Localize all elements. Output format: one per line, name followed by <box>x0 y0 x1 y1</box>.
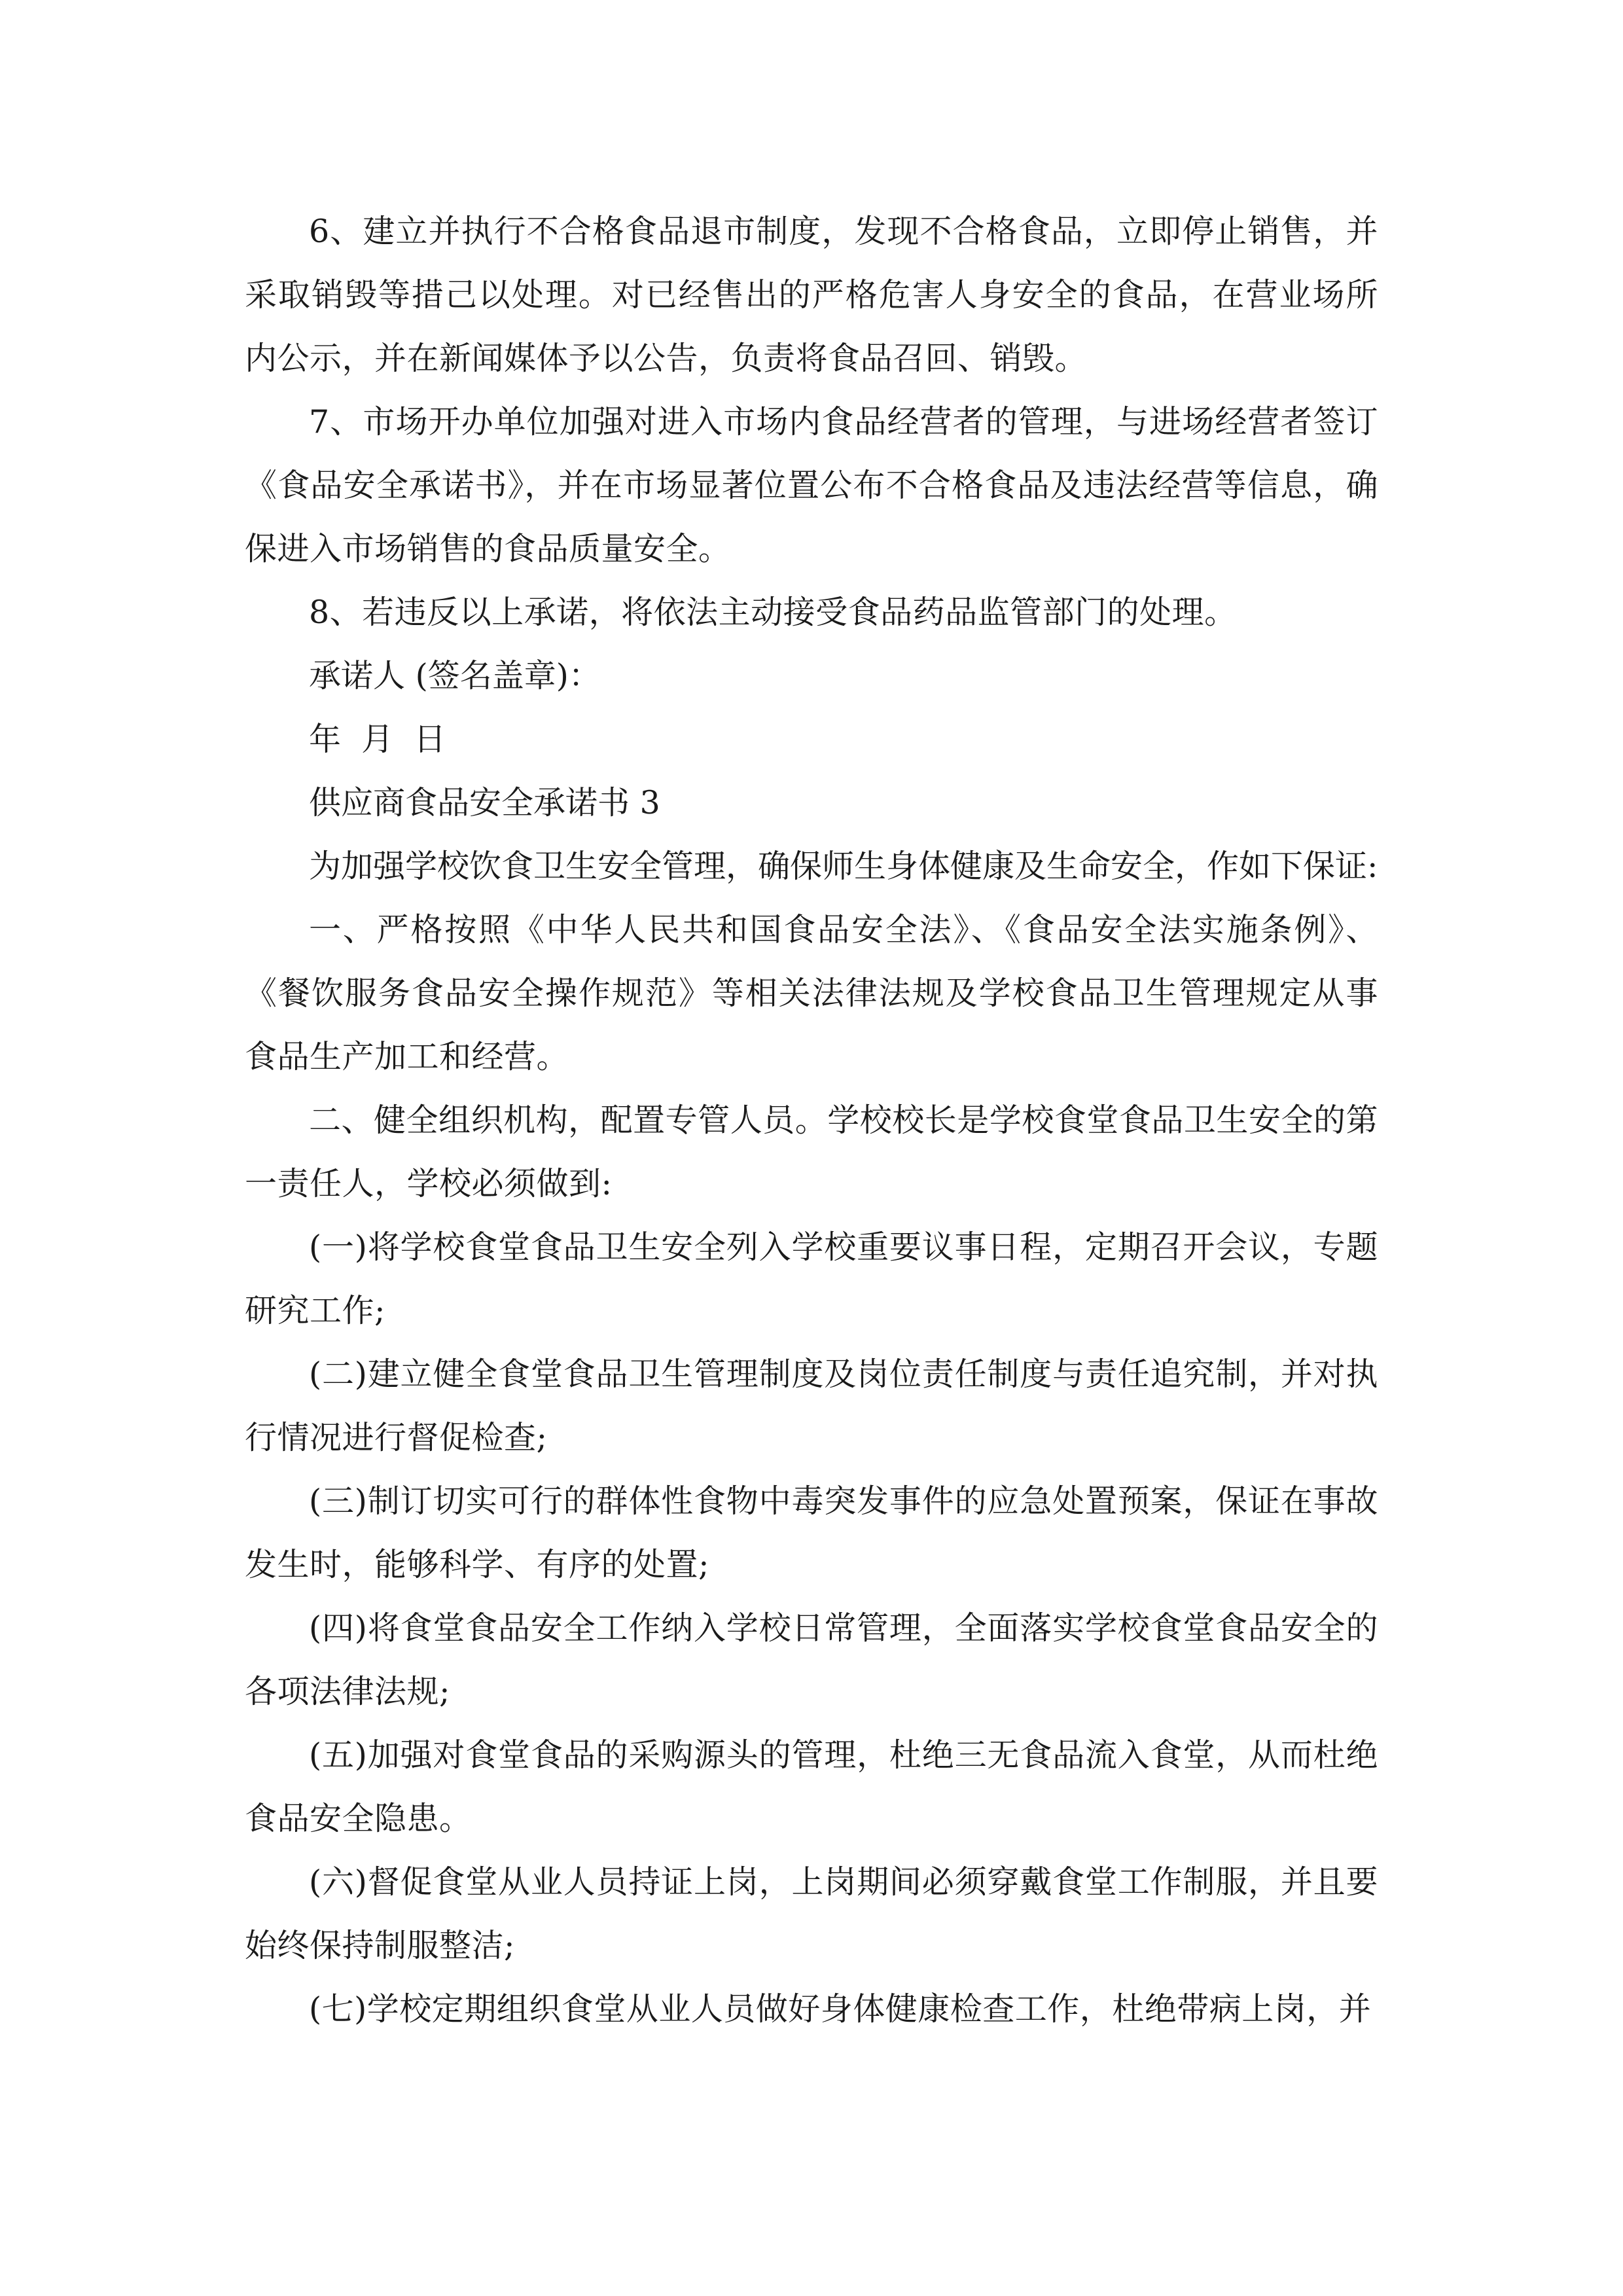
item-paragraph: (二)建立健全食堂食品卫生管理制度及岗位责任制度与责任追究制，并对执行情况进行督促检查; <box>245 1355 1378 1456</box>
item-paragraph: (五)加强对食堂食品的采购源头的管理，杜绝三无食品流入食堂，从而杜绝食品安全隐患。 <box>245 1736 1378 1837</box>
item-paragraph: 一、严格按照《中华人民共和国食品安全法》、《食品安全法实施条例》、《餐饮服务食品安全操作规范》等相关法律法规及学校食品卫生管理规定从事食品生产加工和经营。 <box>245 911 1378 1075</box>
item-paragraph: 二、健全组织机构，配置专管人员。学校校长是学校食堂食品卫生安全的第一责任人，学校必须做到: <box>245 1102 1378 1202</box>
paragraph-6: 6、建立并执行不合格食品退市制度，发现不合格食品，立即停止销售，并采取销毁等措己以处理。对已经售出的严格危害人身安全的食品，在营业场所内公示，并在新闻媒体予以公告，负责将食品召回、销毁。 <box>245 213 1378 377</box>
paragraph-7: 7、市场开办单位加强对进入市场内食品经营者的管理，与进场经营者签订《食品安全承诺书》，并在市场显著位置公布不合格食品及违法经营等信息，确保进入市场销售的食品质量安全。 <box>245 403 1378 567</box>
item-paragraph: (三)制订切实可行的群体性食物中毒突发事件的应急处置预案，保证在事故发生时，能够科学、有序的处置; <box>245 1482 1378 1583</box>
date-line: 年 月 日 <box>309 721 446 758</box>
document-body <box>245 200 1378 2041</box>
item-paragraph: (六)督促食堂从业人员持证上岗，上岗期间必须穿戴食堂工作制服，并且要始终保持制服整洁; <box>245 1863 1378 1964</box>
section-title: 供应商食品安全承诺书 3 <box>309 784 660 821</box>
item-paragraph: (四)将食堂食品安全工作纳入学校日常管理，全面落实学校食堂食品安全的各项法律法规; <box>245 1609 1378 1710</box>
intro-paragraph: 为加强学校饮食卫生安全管理，确保师生身体健康及生命安全，作如下保证: <box>309 848 1378 885</box>
item-paragraph: (七)学校定期组织食堂从业人员做好身体健康检查工作，杜绝带病上岗，并 <box>309 1990 1372 2028</box>
item-paragraph: (一)将学校食堂食品卫生安全列入学校重要议事日程，定期召开会议，专题研究工作; <box>245 1229 1378 1329</box>
signature-label: 承诺人 (签名盖章)： <box>309 657 601 694</box>
paragraph-8: 8、若违反以上承诺，将依法主动接受食品药品监管部门的处理。 <box>309 594 1237 631</box>
